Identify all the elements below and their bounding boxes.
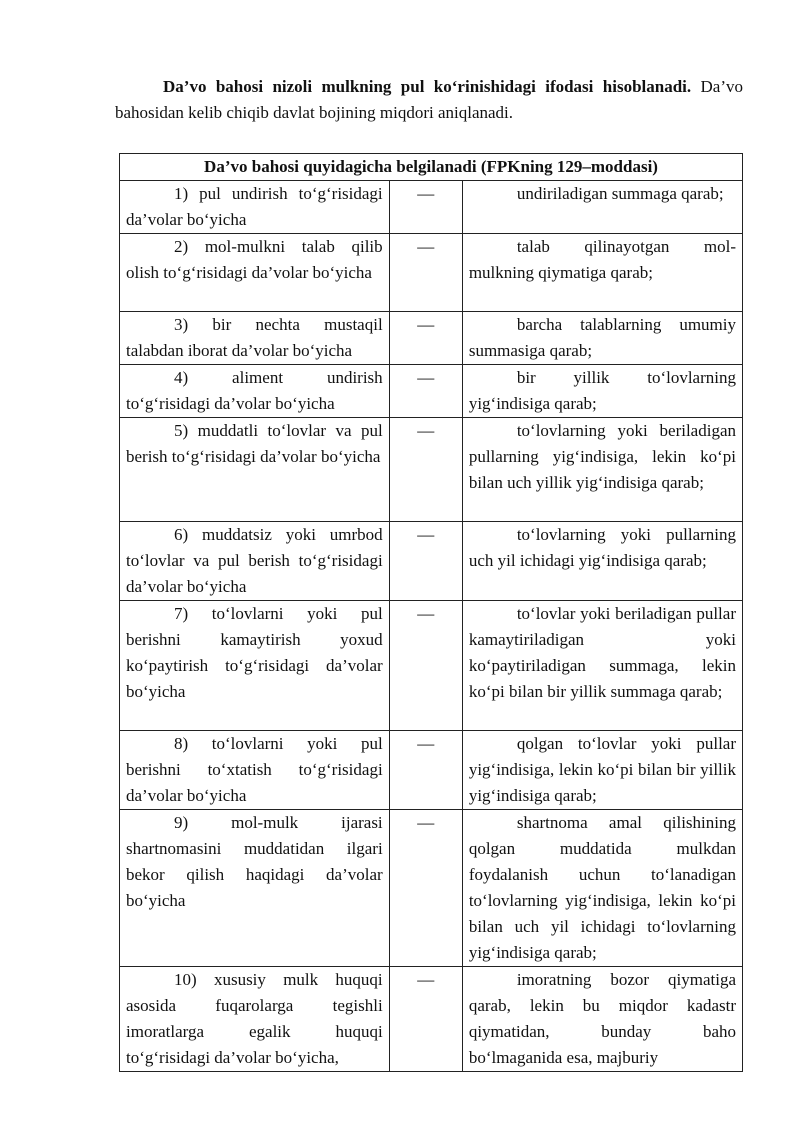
claim-type-text: 3) bir nechta mustaqil talabdan iborat da’volar bo‘yicha xyxy=(126,315,383,360)
valuation-basis-cell xyxy=(462,181,742,234)
claim-type-cell xyxy=(120,967,390,1072)
claim-value-table xyxy=(119,153,743,1072)
dash-cell xyxy=(389,810,462,967)
intro-bold-sentence: Da’vo bahosi nizoli mulkning pul ko‘rinishidagi ifodasi hisoblanadi. xyxy=(163,77,692,96)
claim-type-text: 4) aliment undirish to‘g‘risidagi da’volar bo‘yicha xyxy=(126,368,383,413)
table-header: Da’vo bahosi quyidagicha belgilanadi (FPKning 129–moddasi) xyxy=(120,154,743,181)
claim-type-cell xyxy=(120,810,390,967)
dash-cell xyxy=(389,418,462,522)
claim-type-cell xyxy=(120,312,390,365)
table-row xyxy=(120,601,743,731)
table-row xyxy=(120,365,743,418)
dash-mark: — xyxy=(417,421,435,440)
intro-normal-sentence: Da’vo bahosidan kelib chiqib davlat bojining miqdori aniqlanadi. xyxy=(115,77,744,122)
valuation-basis-cell xyxy=(462,234,742,312)
claim-type-text: 2) mol-mulkni talab qilib olish to‘g‘risidagi da’volar bo‘yicha xyxy=(126,237,383,282)
dash-mark: — xyxy=(417,813,435,832)
valuation-basis-text: imoratning bozor qiymatiga qarab, lekin bu miqdor kadastr qiymatidan, bunday baho bo‘lmaganida esa, majburiy xyxy=(468,970,736,1067)
valuation-basis-text: qolgan to‘lovlar yoki pullar yig‘indisiga, lekin ko‘pi bilan bir yillik yig‘indisiga qarab; xyxy=(468,734,736,805)
valuation-basis-text: to‘lovlar yoki beriladigan pullar kamaytiriladigan yoki ko‘paytiriladigan summaga, lekin ko‘pi bilan bir yillik summaga qarab; xyxy=(468,604,736,701)
dash-mark: — xyxy=(417,368,435,387)
valuation-basis-text: undiriladigan summaga qarab; xyxy=(516,184,724,203)
intro-paragraph xyxy=(115,74,743,126)
claim-type-cell xyxy=(120,731,390,810)
table-row xyxy=(120,234,743,312)
claim-type-text: 10) xususiy mulk huquqi asosida fuqarolarga tegishli imoratlarga egalik huquqi to‘g‘risidagi da’volar bo‘yicha, xyxy=(126,970,383,1067)
valuation-basis-cell xyxy=(462,312,742,365)
dash-cell xyxy=(389,731,462,810)
claim-type-text: 7) to‘lovlarni yoki pul berishni kamaytirish yoxud ko‘paytirish to‘g‘risidagi da’volar bo‘yicha xyxy=(126,604,383,701)
dash-cell xyxy=(389,601,462,731)
claim-type-cell xyxy=(120,234,390,312)
dash-mark: — xyxy=(417,184,435,203)
dash-mark: — xyxy=(417,525,435,544)
dash-cell xyxy=(389,522,462,601)
dash-cell xyxy=(389,967,462,1072)
dash-cell xyxy=(389,181,462,234)
claim-type-cell xyxy=(120,522,390,601)
valuation-basis-cell xyxy=(462,418,742,522)
dash-mark: — xyxy=(417,970,435,989)
table-row xyxy=(120,418,743,522)
valuation-basis-text: to‘lovlarning yoki pullarning uch yil ichidagi yig‘indisiga qarab; xyxy=(468,525,736,570)
dash-mark: — xyxy=(417,604,435,623)
dash-mark: — xyxy=(417,734,435,753)
claim-type-text: 6) muddatsiz yoki umrbod to‘lovlar va pul berish to‘g‘risidagi da’volar bo‘yicha xyxy=(126,525,383,596)
table-row xyxy=(120,312,743,365)
claim-type-text: 5) muddatli to‘lovlar va pul berish to‘g‘risidagi da’volar bo‘yicha xyxy=(126,421,383,466)
claim-type-text: 9) mol-mulk ijarasi shartnomasini muddatidan ilgari bekor qilish haqidagi da’volar bo‘yicha xyxy=(126,813,383,910)
valuation-basis-text: talab qilinayotgan mol-mulkning qiymatiga qarab; xyxy=(468,237,736,282)
valuation-basis-cell xyxy=(462,601,742,731)
claim-type-cell xyxy=(120,418,390,522)
valuation-basis-cell xyxy=(462,731,742,810)
valuation-basis-cell xyxy=(462,522,742,601)
claim-type-text: 8) to‘lovlarni yoki pul berishni to‘xtatish to‘g‘risidagi da’volar bo‘yicha xyxy=(126,734,383,805)
table-body xyxy=(120,181,743,1072)
valuation-basis-text: shartnoma amal qilishining qolgan muddatida mulkdan foydalanish uchun to‘lanadigan to‘lovlarning yig‘indisiga, lekin ko‘pi bilan uch yil ichidagi to‘lovlarning yig‘indisiga qarab; xyxy=(468,813,736,962)
valuation-basis-cell xyxy=(462,810,742,967)
claim-type-cell xyxy=(120,181,390,234)
table-row xyxy=(120,731,743,810)
dash-cell xyxy=(389,365,462,418)
valuation-basis-cell xyxy=(462,365,742,418)
claim-type-cell xyxy=(120,601,390,731)
dash-cell xyxy=(389,234,462,312)
valuation-basis-text: barcha talablarning umumiy summasiga qarab; xyxy=(468,315,736,360)
claim-type-text: 1) pul undirish to‘g‘risidagi da’volar bo‘yicha xyxy=(126,184,383,229)
dash-mark: — xyxy=(417,315,435,334)
table-row xyxy=(120,967,743,1072)
valuation-basis-text: to‘lovlarning yoki beriladigan pullarning yig‘indisiga, lekin ko‘pi bilan uch yillik yig‘indisiga qarab; xyxy=(468,421,736,492)
claim-type-cell xyxy=(120,365,390,418)
valuation-basis-cell xyxy=(462,967,742,1072)
dash-cell xyxy=(389,312,462,365)
table-row xyxy=(120,181,743,234)
dash-mark: — xyxy=(417,237,435,256)
table-row xyxy=(120,810,743,967)
valuation-basis-text: bir yillik to‘lovlarning yig‘indisiga qarab; xyxy=(468,368,736,413)
table-row xyxy=(120,522,743,601)
